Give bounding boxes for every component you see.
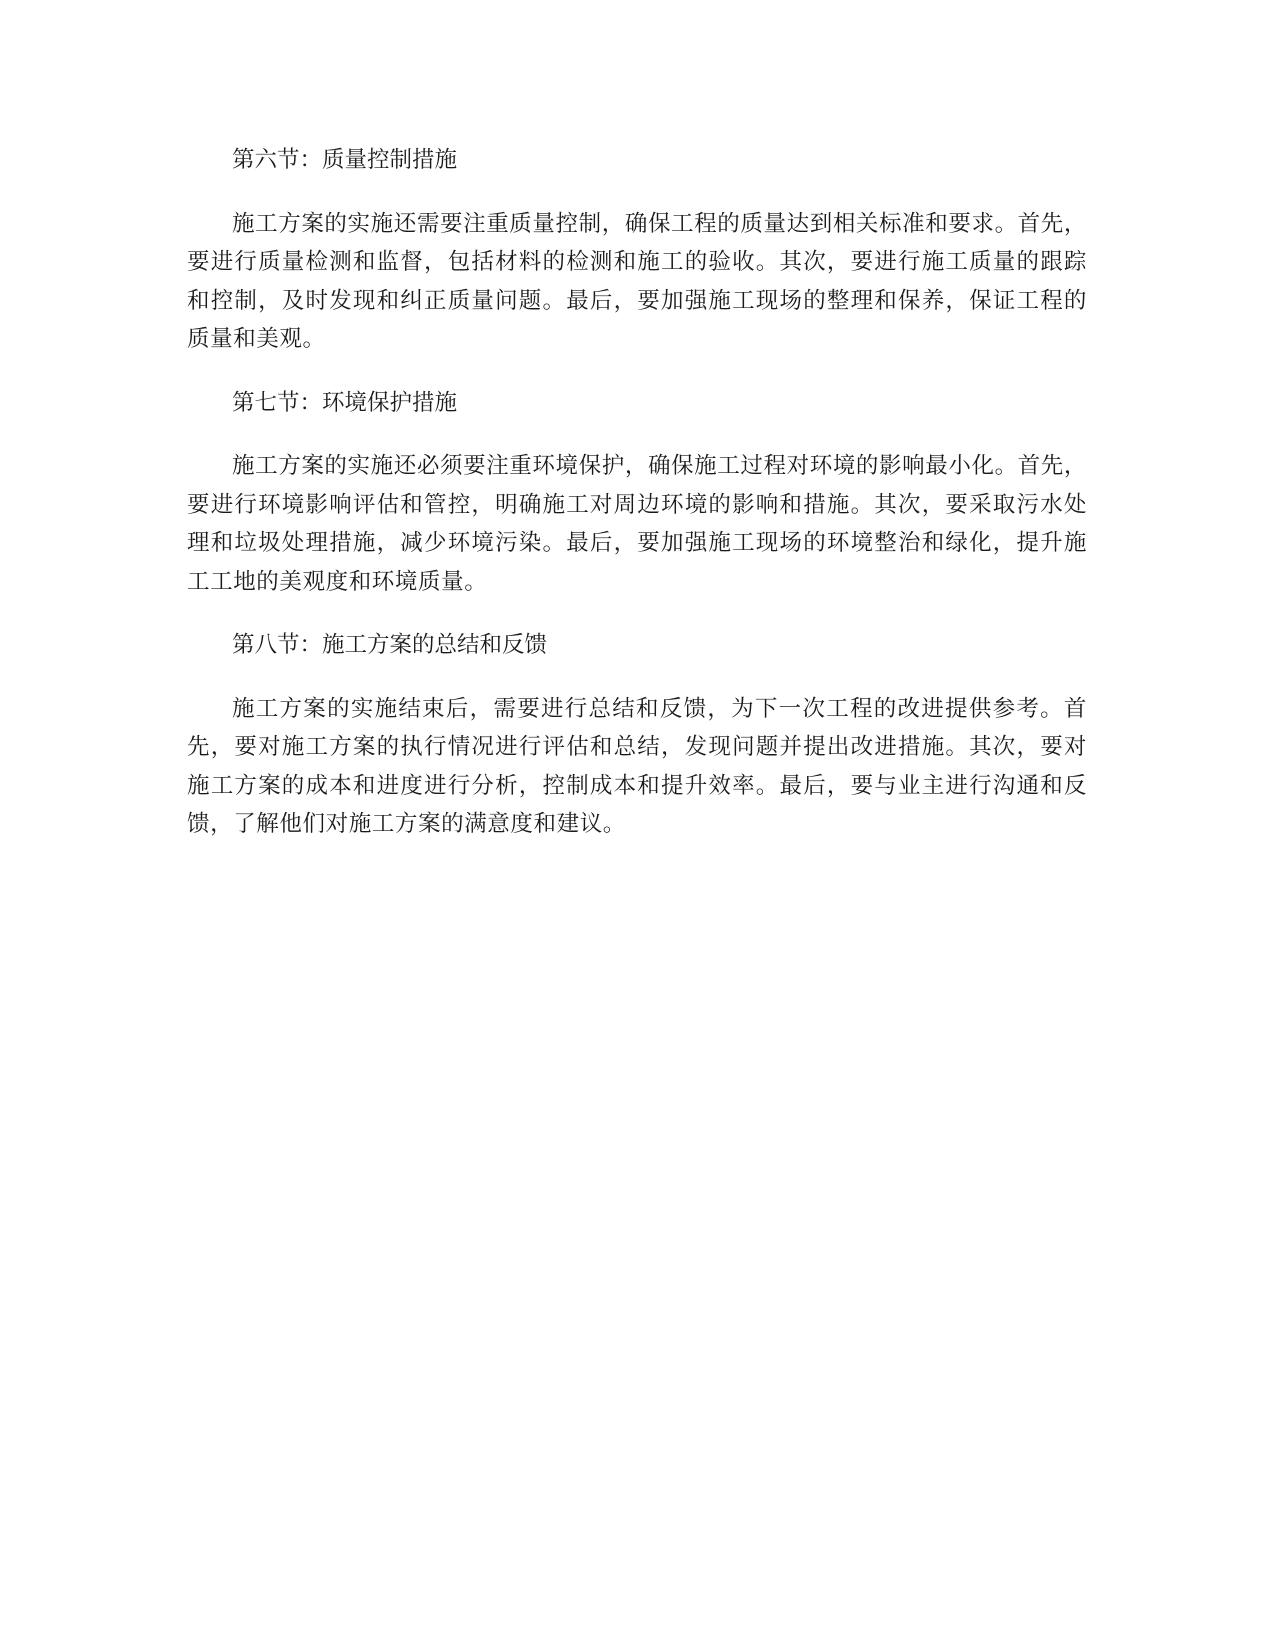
section-paragraph-7: 施工方案的实施还必须要注重环境保护，确保施工过程对环境的影响最小化。首先，要进行环境影响评估和管控，明确施工对周边环境的影响和措施。其次，要采取污水处理和垃圾处理措施，减少环境污染。最后，要加强施工现场的环境整治和绿化，提升施工工地的美观度和环境质量。 <box>187 453 1087 595</box>
section-heading-7: 第七节：环境保护措施 <box>232 389 458 416</box>
document-body <box>187 141 1087 869</box>
section-heading-8: 第八节：施工方案的总结和反馈 <box>232 632 548 658</box>
section-heading-6: 第六节：质量控制措施 <box>232 147 458 173</box>
section-paragraph-8: 施工方案的实施结束后，需要进行总结和反馈，为下一次工程的改进提供参考。首先，要对施工方案的执行情况进行评估和总结，发现问题并提出改进措施。其次，要对施工方案的成本和进度进行分析，控制成本和提升效率。最后，要与业主进行沟通和反馈，了解他们对施工方案的满意度和建议。 <box>187 695 1087 837</box>
section-paragraph-6: 施工方案的实施还需要注重质量控制，确保工程的质量达到相关标准和要求。首先，要进行质量检测和监督，包括材料的检测和施工的验收。其次，要进行施工质量的跟踪和控制，及时发现和纠正质量问题。最后，要加强施工现场的整理和保养，保证工程的质量和美观。 <box>187 210 1087 352</box>
